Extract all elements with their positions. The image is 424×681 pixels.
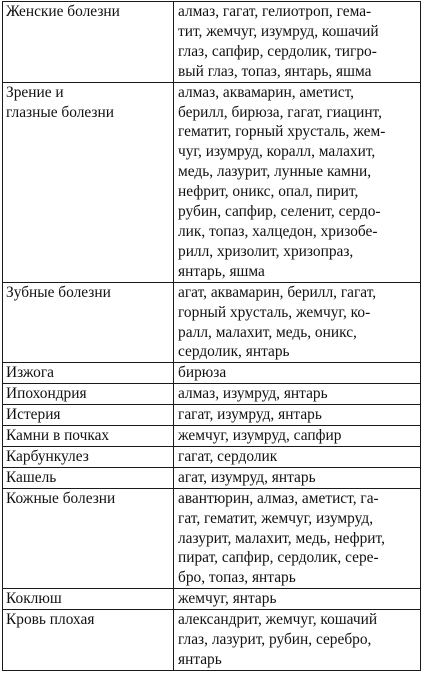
table-row (3, 384, 421, 405)
stones-list-line: тит, жемчуг, изумруд, кошачий (178, 22, 379, 40)
stones-list-line: александрит, жемчуг, кошачий (178, 611, 378, 629)
disease-cell (3, 467, 174, 488)
table-row (3, 446, 421, 467)
stones-list-line: горный хрусталь, жемчуг, ко- (178, 303, 371, 321)
stones-list-line: агат, изумруд, янтарь (178, 468, 316, 486)
stones-list-line: рилл, хризолит, хризопраз, (178, 242, 354, 260)
stones-list-line: гагат, изумруд, янтарь (178, 406, 322, 424)
table-body (3, 2, 421, 671)
table-row (3, 282, 421, 363)
stones-cell (174, 405, 421, 426)
table-row (3, 426, 421, 447)
disease-cell (3, 589, 174, 610)
stones-cell (174, 82, 421, 282)
disease-name-line: Кожные болезни (6, 489, 116, 507)
disease-cell (3, 2, 174, 83)
stones-list-line: алмаз, аквамарин, аметист, (178, 83, 355, 101)
disease-name-line: глазные болезни (6, 103, 114, 121)
disease-name-line: Зубные болезни (6, 283, 111, 301)
stones-cell (174, 363, 421, 384)
disease-name-line: Коклюш (6, 590, 62, 608)
stones-cell (174, 488, 421, 589)
table-row (3, 2, 421, 83)
disease-cell (3, 82, 174, 282)
stones-cell (174, 282, 421, 363)
stones-list-line: ралл, малахит, медь, оникс, (178, 323, 357, 341)
stones-list-line: жемчуг, изумруд, сапфир (178, 427, 342, 445)
disease-cell (3, 282, 174, 363)
stones-list-line: бирюза (178, 364, 227, 382)
disease-name-line: Ипохондрия (6, 385, 87, 403)
stones-list-line: сердолик, янтарь (178, 343, 290, 361)
stones-list-line: жемчуг, янтарь (178, 590, 277, 608)
stones-list-line: лик, топаз, халцедон, хризобе- (178, 222, 378, 240)
stones-list-line: пират, сапфир, сердолик, сере- (178, 549, 379, 567)
stones-list-line: медь, лазурит, лунные камни, (178, 163, 372, 181)
table-row (3, 610, 421, 671)
stones-list-line: гагат, сердолик (178, 447, 278, 465)
stones-list-line: вый глаз, топаз, янтарь, яшма (178, 62, 372, 80)
disease-name-line: Зрение и (6, 83, 64, 101)
disease-cell (3, 488, 174, 589)
stones-cell (174, 446, 421, 467)
disease-cell (3, 405, 174, 426)
stones-list-line: рубин, сапфир, селенит, сердо- (178, 203, 381, 221)
table-row (3, 363, 421, 384)
disease-name-line: Кровь плохая (6, 611, 95, 629)
table-row (3, 488, 421, 589)
disease-name-line: Карбункулез (6, 447, 89, 465)
disease-cell (3, 446, 174, 467)
stones-list-line: алмаз, изумруд, янтарь (178, 385, 328, 403)
stones-list-line: янтарь, яшма (178, 262, 265, 280)
disease-cell (3, 363, 174, 384)
stones-list-line: глаз, сапфир, сердолик, тигро- (178, 42, 377, 60)
stones-list-line: глаз, лазурит, рубин, серебро, (178, 631, 372, 649)
table-row (3, 467, 421, 488)
stones-list-line: нефрит, оникс, опал, пирит, (178, 183, 359, 201)
stones-cell (174, 610, 421, 671)
stones-list-line: агат, аквамарин, берилл, гагат, (178, 283, 377, 301)
stones-cell (174, 426, 421, 447)
stones-list-line: янтарь (178, 651, 222, 668)
stones-list-line: чуг, изумруд, коралл, малахит, (178, 143, 376, 161)
disease-cell (3, 610, 174, 671)
stones-cell (174, 589, 421, 610)
disease-name-line: Кашель (6, 468, 57, 486)
disease-cell (3, 426, 174, 447)
disease-name-line: Истерия (6, 406, 61, 424)
table-row (3, 82, 421, 282)
stones-list-line: гат, гематит, жемчуг, изумруд, (178, 509, 374, 527)
stones-cell (174, 384, 421, 405)
stones-list-line: лазурит, малахит, медь, нефрит, (178, 529, 385, 547)
stones-list-line: бро, топаз, янтарь (178, 569, 296, 587)
table-row (3, 589, 421, 610)
stones-list-line: авантюрин, алмаз, аметист, га- (178, 489, 379, 507)
ailments-stones-table (2, 1, 421, 671)
stones-cell (174, 2, 421, 83)
disease-cell (3, 384, 174, 405)
table-row (3, 405, 421, 426)
stones-list-line: берилл, бирюза, гагат, гиацинт, (178, 103, 382, 121)
stones-cell (174, 467, 421, 488)
disease-name-line: Камни в почках (6, 427, 110, 445)
disease-name-line: Женские болезни (6, 3, 120, 20)
stones-list-line: алмаз, гагат, гелиотроп, гема- (178, 3, 372, 20)
disease-name-line: Изжога (6, 364, 55, 382)
stones-list-line: гематит, горный хрусталь, жем- (178, 123, 386, 141)
